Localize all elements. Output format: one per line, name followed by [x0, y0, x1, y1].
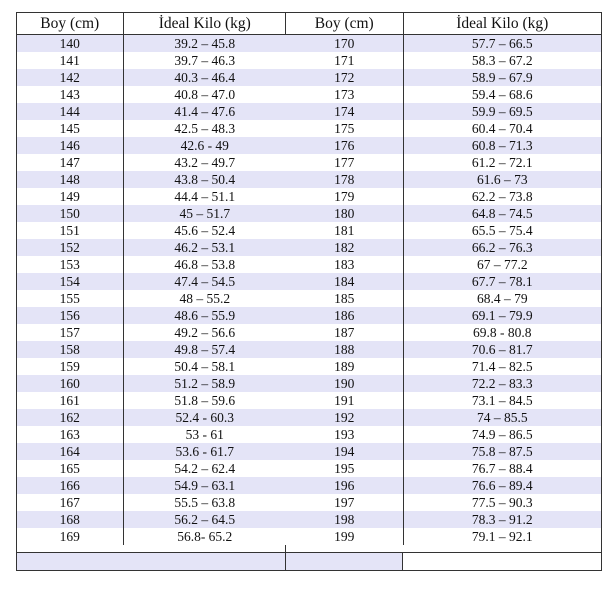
weight-range-cell: 55.5 – 63.8 [123, 494, 286, 511]
height-cell: 144 [17, 103, 123, 120]
weight-range-cell: 73.1 – 84.5 [403, 392, 601, 409]
height-cell: 192 [286, 409, 403, 426]
table-row [17, 409, 286, 426]
table-row [286, 256, 601, 273]
table-row [17, 69, 286, 86]
height-cell: 198 [286, 511, 403, 528]
table-row [286, 273, 601, 290]
table-row [286, 358, 601, 375]
weight-range-cell: 48 – 55.2 [123, 290, 286, 307]
weight-range-cell: 58.3 – 67.2 [403, 52, 601, 69]
weight-range-cell: 46.2 – 53.1 [123, 239, 286, 256]
table-row [17, 375, 286, 392]
table-row [286, 154, 601, 171]
height-cell: 173 [286, 86, 403, 103]
height-cell: 194 [286, 443, 403, 460]
table-row [17, 358, 286, 375]
weight-range-cell: 74.9 – 86.5 [403, 426, 601, 443]
weight-range-cell: 47.4 – 54.5 [123, 273, 286, 290]
height-cell: 149 [17, 188, 123, 205]
weight-range-cell: 41.4 – 47.6 [123, 103, 286, 120]
weight-range-cell: 43.2 – 49.7 [123, 154, 286, 171]
weight-range-cell: 61.2 – 72.1 [403, 154, 601, 171]
header-height: Boy (cm) [17, 13, 123, 35]
height-cell: 197 [286, 494, 403, 511]
table-right [286, 13, 601, 545]
table-row [286, 188, 601, 205]
height-cell: 180 [286, 205, 403, 222]
empty-row-shade [286, 553, 402, 570]
weight-range-cell: 58.9 – 67.9 [403, 69, 601, 86]
table-row [286, 120, 601, 137]
weight-range-cell: 77.5 – 90.3 [403, 494, 601, 511]
table-row [17, 324, 286, 341]
weight-range-cell: 51.8 – 59.6 [123, 392, 286, 409]
height-cell: 141 [17, 52, 123, 69]
height-cell: 172 [286, 69, 403, 86]
table-row [286, 528, 601, 545]
weight-range-cell: 54.2 – 62.4 [123, 460, 286, 477]
height-cell: 190 [286, 375, 403, 392]
weight-range-cell: 69.8 - 80.8 [403, 324, 601, 341]
weight-range-cell: 60.8 – 71.3 [403, 137, 601, 154]
height-cell: 167 [17, 494, 123, 511]
weight-range-cell: 62.2 – 73.8 [403, 188, 601, 205]
weight-range-cell: 78.3 – 91.2 [403, 511, 601, 528]
height-cell: 148 [17, 171, 123, 188]
table-row [286, 460, 601, 477]
weight-range-cell: 64.8 – 74.5 [403, 205, 601, 222]
weight-range-cell: 61.6 – 73 [403, 171, 601, 188]
height-cell: 161 [17, 392, 123, 409]
height-cell: 165 [17, 460, 123, 477]
height-cell: 151 [17, 222, 123, 239]
weight-range-cell: 66.2 – 76.3 [403, 239, 601, 256]
height-cell: 157 [17, 324, 123, 341]
table-row [17, 307, 286, 324]
height-cell: 147 [17, 154, 123, 171]
weight-range-cell: 50.4 – 58.1 [123, 358, 286, 375]
weight-range-cell: 57.7 – 66.5 [403, 35, 601, 53]
height-cell: 153 [17, 256, 123, 273]
weight-range-cell: 70.6 – 81.7 [403, 341, 601, 358]
table-row [17, 256, 286, 273]
height-cell: 150 [17, 205, 123, 222]
height-cell: 140 [17, 35, 123, 53]
table-row [17, 494, 286, 511]
height-cell: 156 [17, 307, 123, 324]
height-cell: 174 [286, 103, 403, 120]
height-cell: 164 [17, 443, 123, 460]
header-weight: İdeal Kilo (kg) [123, 13, 286, 35]
height-cell: 176 [286, 137, 403, 154]
weight-range-cell: 40.3 – 46.4 [123, 69, 286, 86]
table-row [17, 341, 286, 358]
weight-range-cell: 48.6 – 55.9 [123, 307, 286, 324]
weight-range-cell: 56.2 – 64.5 [123, 511, 286, 528]
height-cell: 185 [286, 290, 403, 307]
height-cell: 182 [286, 239, 403, 256]
weight-range-cell: 67.7 – 78.1 [403, 273, 601, 290]
table-row [286, 341, 601, 358]
weight-range-cell: 53 - 61 [123, 426, 286, 443]
height-cell: 186 [286, 307, 403, 324]
table-row [17, 426, 286, 443]
weight-range-cell: 39.2 – 45.8 [123, 35, 286, 53]
height-cell: 171 [286, 52, 403, 69]
height-cell: 195 [286, 460, 403, 477]
table-row [286, 375, 601, 392]
weight-range-cell: 39.7 – 46.3 [123, 52, 286, 69]
height-cell: 184 [286, 273, 403, 290]
weight-range-cell: 56.8- 65.2 [123, 528, 286, 545]
height-cell: 169 [17, 528, 123, 545]
weight-range-cell: 69.1 – 79.9 [403, 307, 601, 324]
weight-range-cell: 72.2 – 83.3 [403, 375, 601, 392]
weight-range-cell: 40.8 – 47.0 [123, 86, 286, 103]
table-row [286, 409, 601, 426]
table-row [286, 477, 601, 494]
weight-range-cell: 51.2 – 58.9 [123, 375, 286, 392]
height-cell: 143 [17, 86, 123, 103]
weight-range-cell: 60.4 – 70.4 [403, 120, 601, 137]
table-row [286, 426, 601, 443]
height-cell: 142 [17, 69, 123, 86]
table-row [17, 171, 286, 188]
weight-range-cell: 43.8 – 50.4 [123, 171, 286, 188]
table-row [286, 239, 601, 256]
header-row [286, 13, 601, 35]
weight-range-cell: 59.4 – 68.6 [403, 86, 601, 103]
weight-range-cell: 59.9 – 69.5 [403, 103, 601, 120]
weight-range-cell: 76.7 – 88.4 [403, 460, 601, 477]
weight-range-cell: 54.9 – 63.1 [123, 477, 286, 494]
table-row [17, 528, 286, 545]
weight-range-cell: 74 – 85.5 [403, 409, 601, 426]
table-row [286, 69, 601, 86]
height-cell: 163 [17, 426, 123, 443]
height-cell: 160 [17, 375, 123, 392]
table-row [17, 511, 286, 528]
weight-range-cell: 75.8 – 87.5 [403, 443, 601, 460]
height-cell: 187 [286, 324, 403, 341]
weight-range-cell: 45.6 – 52.4 [123, 222, 286, 239]
weight-range-cell: 45 – 51.7 [123, 205, 286, 222]
table-row [286, 307, 601, 324]
weight-range-cell: 52.4 - 60.3 [123, 409, 286, 426]
table-left-half [17, 13, 286, 570]
height-cell: 162 [17, 409, 123, 426]
height-cell: 175 [286, 120, 403, 137]
height-cell: 183 [286, 256, 403, 273]
height-cell: 191 [286, 392, 403, 409]
height-cell: 199 [286, 528, 403, 545]
empty-row-divider [402, 553, 403, 570]
table-row [286, 392, 601, 409]
table-row [286, 205, 601, 222]
table-row [286, 222, 601, 239]
weight-range-cell: 67 – 77.2 [403, 256, 601, 273]
table-row [17, 239, 286, 256]
height-cell: 145 [17, 120, 123, 137]
table-row [17, 205, 286, 222]
height-cell: 188 [286, 341, 403, 358]
table-row [286, 137, 601, 154]
ideal-weight-table [16, 12, 602, 571]
table-row [17, 222, 286, 239]
table-row [286, 324, 601, 341]
table-row [286, 511, 601, 528]
table-row [17, 103, 286, 120]
height-cell: 193 [286, 426, 403, 443]
table-row [17, 137, 286, 154]
height-cell: 179 [286, 188, 403, 205]
height-cell: 154 [17, 273, 123, 290]
table-right-half [286, 13, 601, 570]
table-row [17, 477, 286, 494]
table-row [286, 52, 601, 69]
header-row [17, 13, 286, 35]
table-row [17, 35, 286, 53]
weight-range-cell: 68.4 – 79 [403, 290, 601, 307]
table-right-body [286, 35, 601, 546]
weight-range-cell: 42.6 - 49 [123, 137, 286, 154]
table-row [17, 52, 286, 69]
weight-range-cell: 76.6 – 89.4 [403, 477, 601, 494]
table-row [17, 188, 286, 205]
table-row [17, 120, 286, 137]
table-row [286, 290, 601, 307]
weight-range-cell: 42.5 – 48.3 [123, 120, 286, 137]
table-left [17, 13, 286, 545]
height-cell: 166 [17, 477, 123, 494]
table-row [17, 86, 286, 103]
table-row [17, 290, 286, 307]
height-cell: 178 [286, 171, 403, 188]
weight-range-cell: 71.4 – 82.5 [403, 358, 601, 375]
height-cell: 155 [17, 290, 123, 307]
height-cell: 170 [286, 35, 403, 53]
weight-range-cell: 49.2 – 56.6 [123, 324, 286, 341]
table-right-empty-row [286, 552, 601, 570]
table-row [17, 154, 286, 171]
table-row [17, 273, 286, 290]
height-cell: 152 [17, 239, 123, 256]
table-row [286, 86, 601, 103]
height-cell: 168 [17, 511, 123, 528]
table-left-body [17, 35, 286, 546]
height-cell: 146 [17, 137, 123, 154]
table-row [286, 35, 601, 53]
height-cell: 177 [286, 154, 403, 171]
weight-range-cell: 49.8 – 57.4 [123, 341, 286, 358]
height-cell: 159 [17, 358, 123, 375]
table-row [286, 103, 601, 120]
weight-range-cell: 44.4 – 51.1 [123, 188, 286, 205]
table-row [17, 460, 286, 477]
weight-range-cell: 46.8 – 53.8 [123, 256, 286, 273]
height-cell: 181 [286, 222, 403, 239]
weight-range-cell: 65.5 – 75.4 [403, 222, 601, 239]
height-cell: 189 [286, 358, 403, 375]
table-row [286, 494, 601, 511]
height-cell: 158 [17, 341, 123, 358]
weight-range-cell: 79.1 – 92.1 [403, 528, 601, 545]
table-row [17, 443, 286, 460]
table-row [17, 392, 286, 409]
table-row [286, 443, 601, 460]
height-cell: 196 [286, 477, 403, 494]
weight-range-cell: 53.6 - 61.7 [123, 443, 286, 460]
header-height: Boy (cm) [286, 13, 403, 35]
table-left-empty-row [17, 552, 285, 570]
header-weight: İdeal Kilo (kg) [403, 13, 601, 35]
table-row [286, 171, 601, 188]
